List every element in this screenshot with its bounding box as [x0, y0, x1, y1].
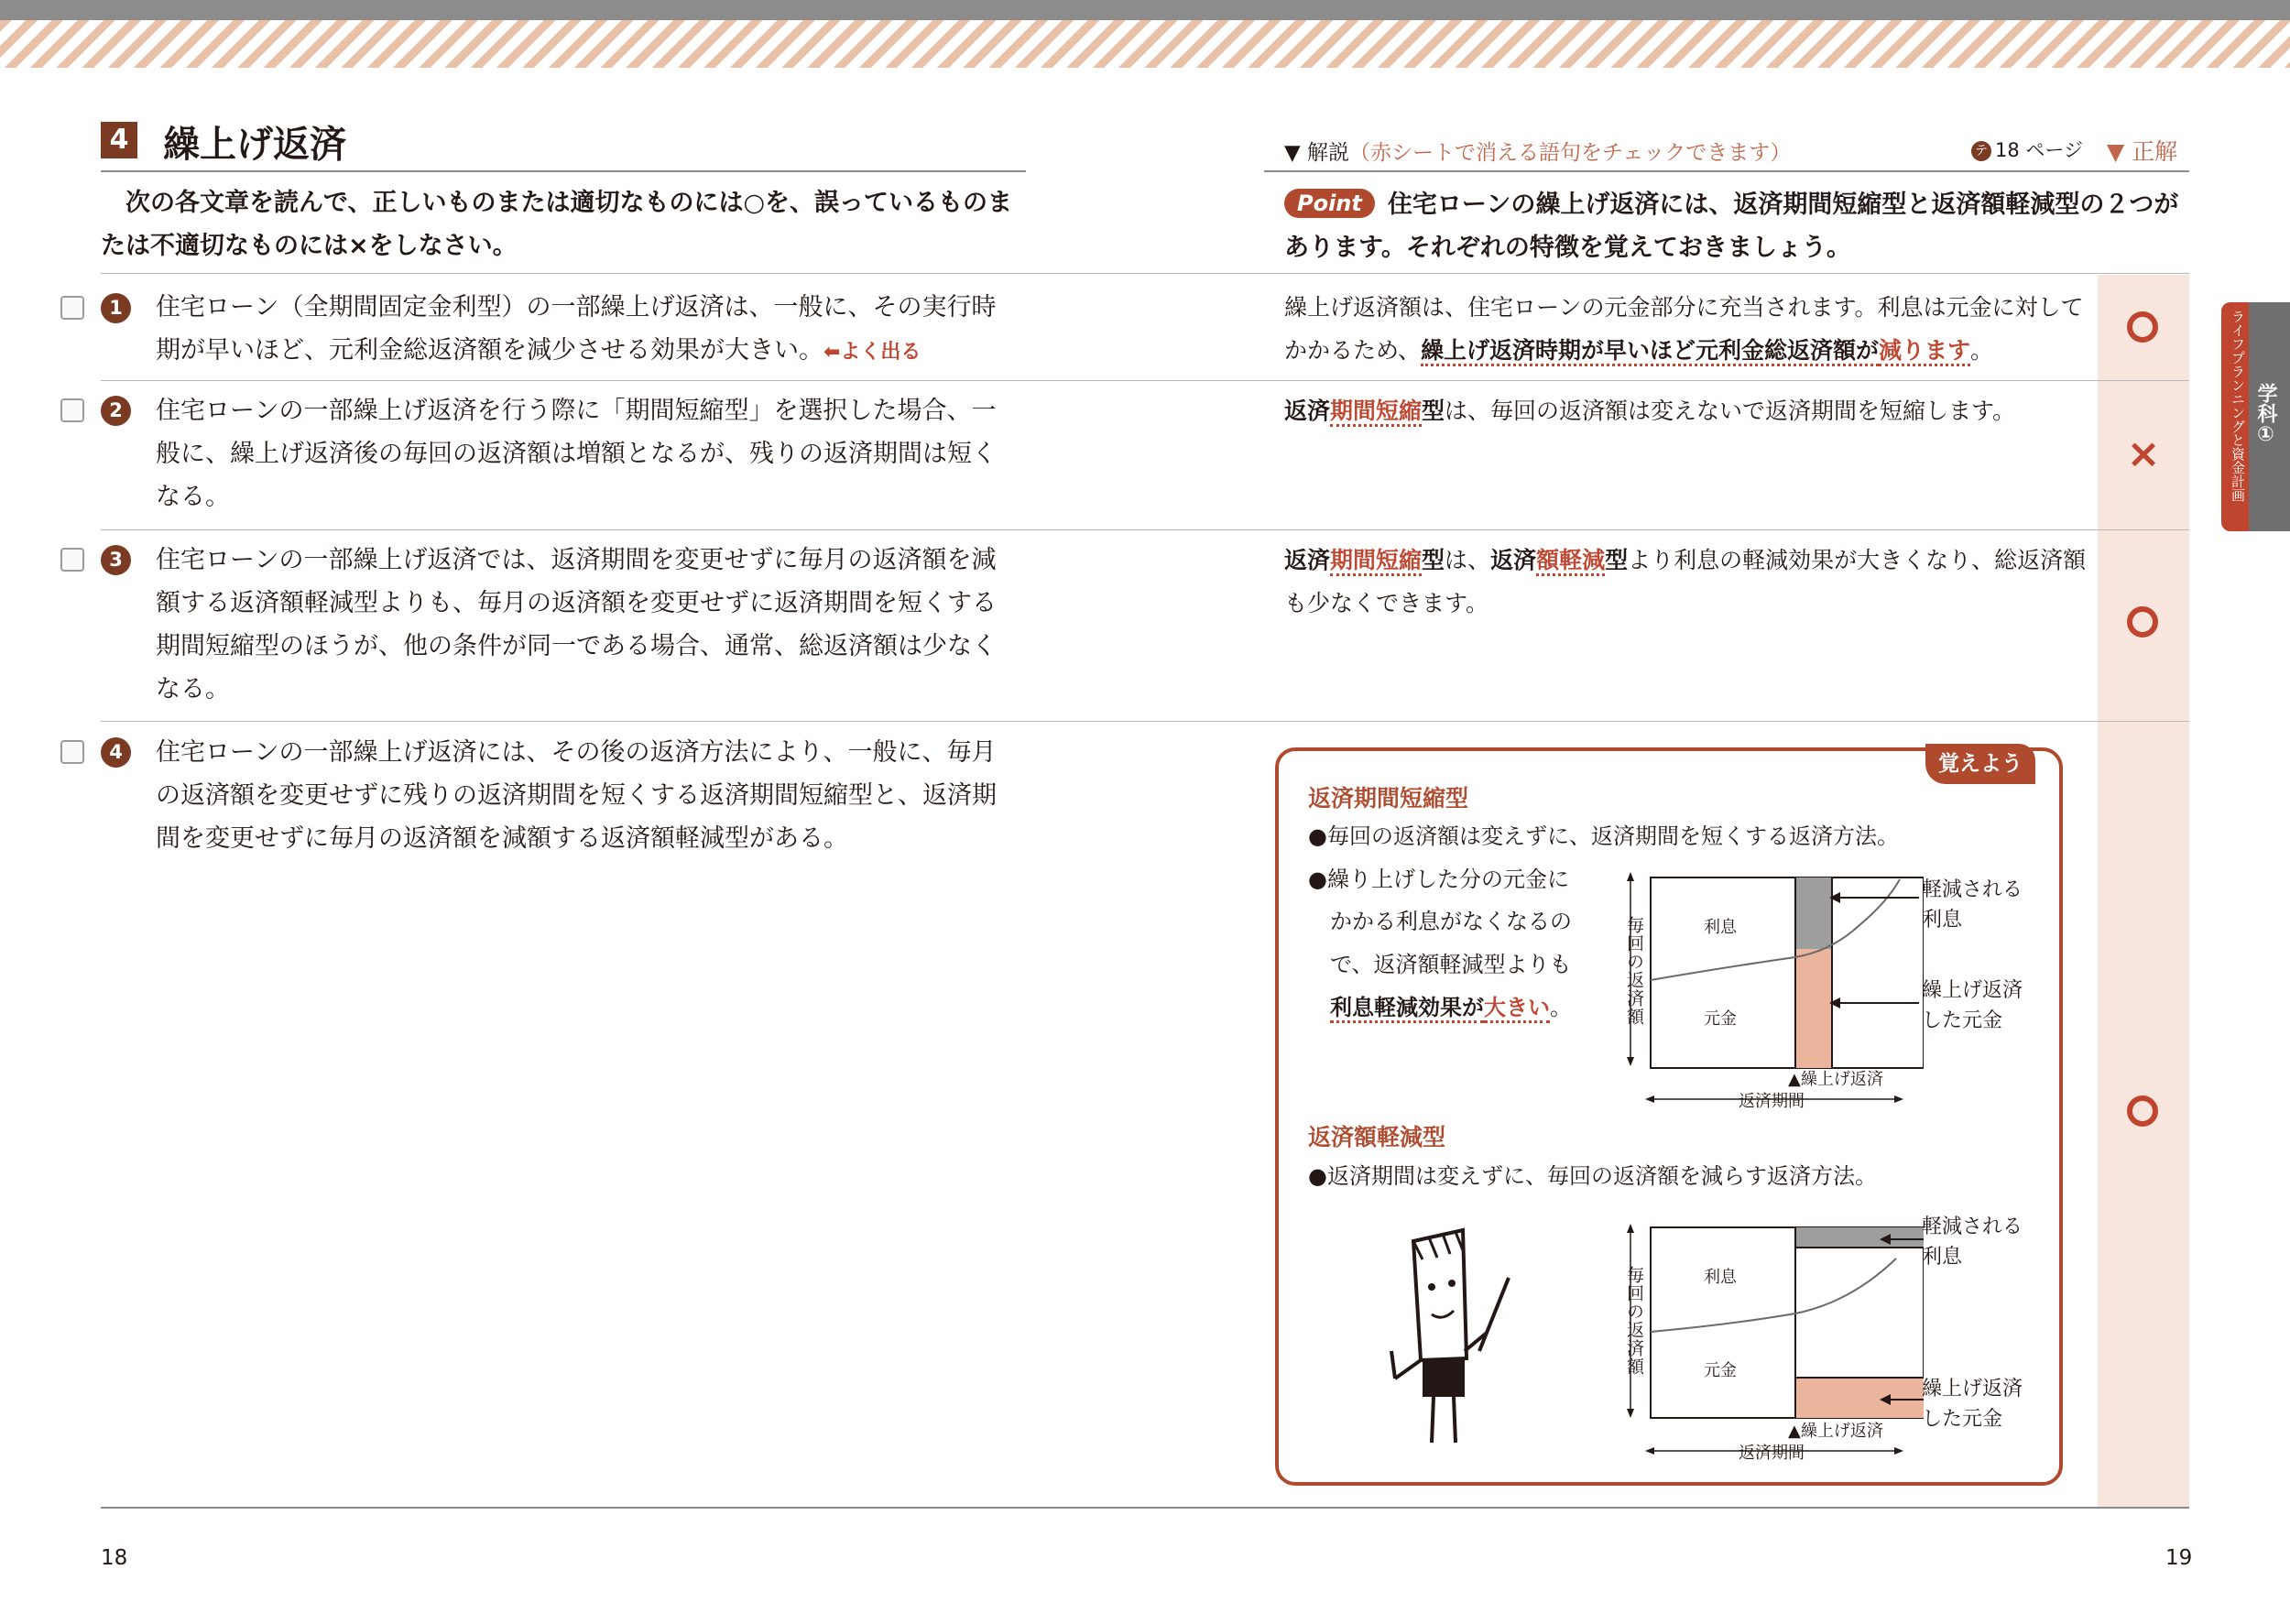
- diagram1-principal: 元金: [1704, 1009, 1737, 1029]
- row-divider: [101, 529, 2189, 530]
- answer-3-circle: [2127, 606, 2158, 638]
- diagram1-prepay: ▲繰上げ返済: [1788, 1070, 1883, 1089]
- diagram1-interest: 利息: [1704, 918, 1737, 937]
- diagram1-reduced-l1: 軽減される: [1922, 878, 2023, 901]
- diagram2-interest: 利息: [1704, 1268, 1737, 1287]
- diagram2-prepay: ▲繰上げ返済: [1788, 1422, 1883, 1441]
- diagram2-arrows: [1869, 1227, 1924, 1447]
- diagram1-y-axis: 毎回の返済額: [1624, 916, 1644, 1026]
- row-divider: [101, 273, 2189, 274]
- top-bar: [0, 0, 2290, 20]
- question-1-number: 1: [101, 293, 131, 323]
- question-2-checkbox[interactable]: [60, 398, 84, 422]
- memo-type2-bullet1: ●返済期間は変えずに、毎回の返済額を減らす返済方法。: [1308, 1163, 1877, 1189]
- divider: [1264, 170, 2189, 172]
- point-badge: Point: [1284, 189, 1375, 218]
- answer-1-circle: [2127, 311, 2158, 343]
- page-number-left: 18: [101, 1546, 128, 1570]
- explanation-2: 返済期間短縮型は、毎回の返済額は変えないで返済期間を短縮します。: [1284, 389, 2090, 432]
- diagram2-prepaid-l1: 繰上げ返済: [1922, 1378, 2023, 1401]
- memo-type1-title: 返済期間短縮型: [1308, 785, 1469, 812]
- question-3-text: 住宅ローンの一部繰上げ返済では、返済期間を変更せずに毎月の返済額を減額する返済額軽減型よりも、毎月の返済額を変更せずに返済期間を短くする期間短縮型のほうが、他の条件が同一である場合、通常、総返済額は少なくなる。: [156, 546, 997, 703]
- point-box: Point 住宅ローンの繰上げ返済には、返済期間短縮型と返済額軽減型の２つがあります。それぞれの特徴を覚えておきましょう。: [1284, 191, 2179, 262]
- question-4-number: 4: [101, 737, 131, 768]
- question-1-text: 住宅ローン（全期間固定金利型）の一部繰上げ返済は、一般に、その実行時期が早いほど、元利金総返済額を減少させる効果が大きい。⬅よく出る: [156, 293, 997, 365]
- memo-badge: 覚えよう: [1925, 744, 2035, 784]
- section-title: 繰上げ返済: [163, 124, 346, 166]
- question-2-text: 住宅ローンの一部繰上げ返済を行う際に「期間短縮型」を選択した場合、一般に、繰上げ返済後の毎回の返済額は増額となるが、残りの返済期間は短くなる。: [156, 397, 997, 511]
- question-1-checkbox[interactable]: [60, 296, 84, 320]
- diagram2-prepaid-l2: した元金: [1922, 1408, 2003, 1431]
- explanation-3: 返済期間短縮型は、返済額軽減型より利息の軽減効果が大きくなり、総返済額も少なくできます。: [1284, 547, 2087, 616]
- diagram1-reduced-l2: 利息: [1922, 909, 1963, 932]
- page-number-right: 19: [2165, 1546, 2193, 1570]
- side-tab-label: 学科①: [2254, 383, 2277, 446]
- row-divider: [101, 380, 2189, 381]
- row-divider: [101, 721, 2189, 722]
- diagram2-y-axis: 毎回の返済額: [1624, 1266, 1644, 1376]
- diagram2-x-axis: 返済期間: [1739, 1444, 1805, 1463]
- instructions: 次の各文章を読んで、正しいものまたは適切なものには○を、誤っているものまたは不適切なものには×をしなさい。: [101, 189, 1013, 260]
- hatched-band: [0, 20, 2290, 68]
- question-4-checkbox[interactable]: [60, 740, 84, 764]
- question-3-checkbox[interactable]: [60, 548, 84, 572]
- question-4-text: 住宅ローンの一部繰上げ返済には、その後の返済方法により、一般に、毎月の返済額を変更せずに残りの返済期間を短くする返済期間短縮型と、返済期間を変更せずに毎月の返済額を減額する返済額軽減型がある。: [156, 738, 997, 853]
- section-number: 4: [101, 122, 137, 158]
- memo-type1-bullet2-line4: 利息軽減効果が大きい。: [1330, 993, 1572, 1023]
- memo-type1-bullet2-line2: かかる利息がなくなるの: [1330, 909, 1572, 934]
- answer-4-circle: [2127, 1095, 2158, 1127]
- explanation-1: 繰上げ返済額は、住宅ローンの元金部分に充当されます。利息は元金に対してかかるため、繰上げ返済時期が早いほど元利金総返済額が減ります。: [1284, 286, 2090, 372]
- question-2-number: 2: [101, 396, 131, 426]
- memo-type2-title: 返済額軽減型: [1308, 1124, 1446, 1150]
- answer-header: ▼ 正解: [2107, 138, 2178, 165]
- textbook-icon: テ: [1971, 141, 1991, 161]
- frequent-tag: ⬅よく出る: [823, 341, 921, 364]
- divider: [101, 170, 1026, 172]
- question-3-number: 3: [101, 545, 131, 575]
- mascot-illustration: [1379, 1223, 1516, 1452]
- diagram1-prepaid-l2: した元金: [1922, 1009, 2003, 1032]
- side-tab-sub: ライフプランニングと資金計画: [2230, 310, 2246, 502]
- bottom-divider: [101, 1507, 2189, 1509]
- diagram1-prepaid-l1: 繰上げ返済: [1922, 979, 2023, 1002]
- memo-type1-bullet1: ●毎回の返済額は変えずに、返済期間を短くする返済方法。: [1308, 823, 1899, 849]
- diagram2-principal: 元金: [1704, 1361, 1737, 1380]
- answer-2-cross: ×: [2126, 431, 2161, 477]
- diagram2-reduced-l2: 利息: [1922, 1246, 1963, 1269]
- diagram1-arrows: [1818, 879, 1924, 1017]
- page-reference[interactable]: テ 18 ページ: [1971, 136, 2083, 163]
- memo-type1-bullet2-line3: で、返済額軽減型よりも: [1330, 952, 1572, 977]
- memo-type1-bullet2-line1: ●繰り上げした分の元金に: [1308, 866, 1569, 892]
- diagram2-reduced-l1: 軽減される: [1922, 1215, 2023, 1238]
- diagram1-x-axis: 返済期間: [1739, 1092, 1805, 1111]
- explanation-header: ▼ 解説（赤シートで消える語句をチェックできます）: [1284, 141, 1792, 165]
